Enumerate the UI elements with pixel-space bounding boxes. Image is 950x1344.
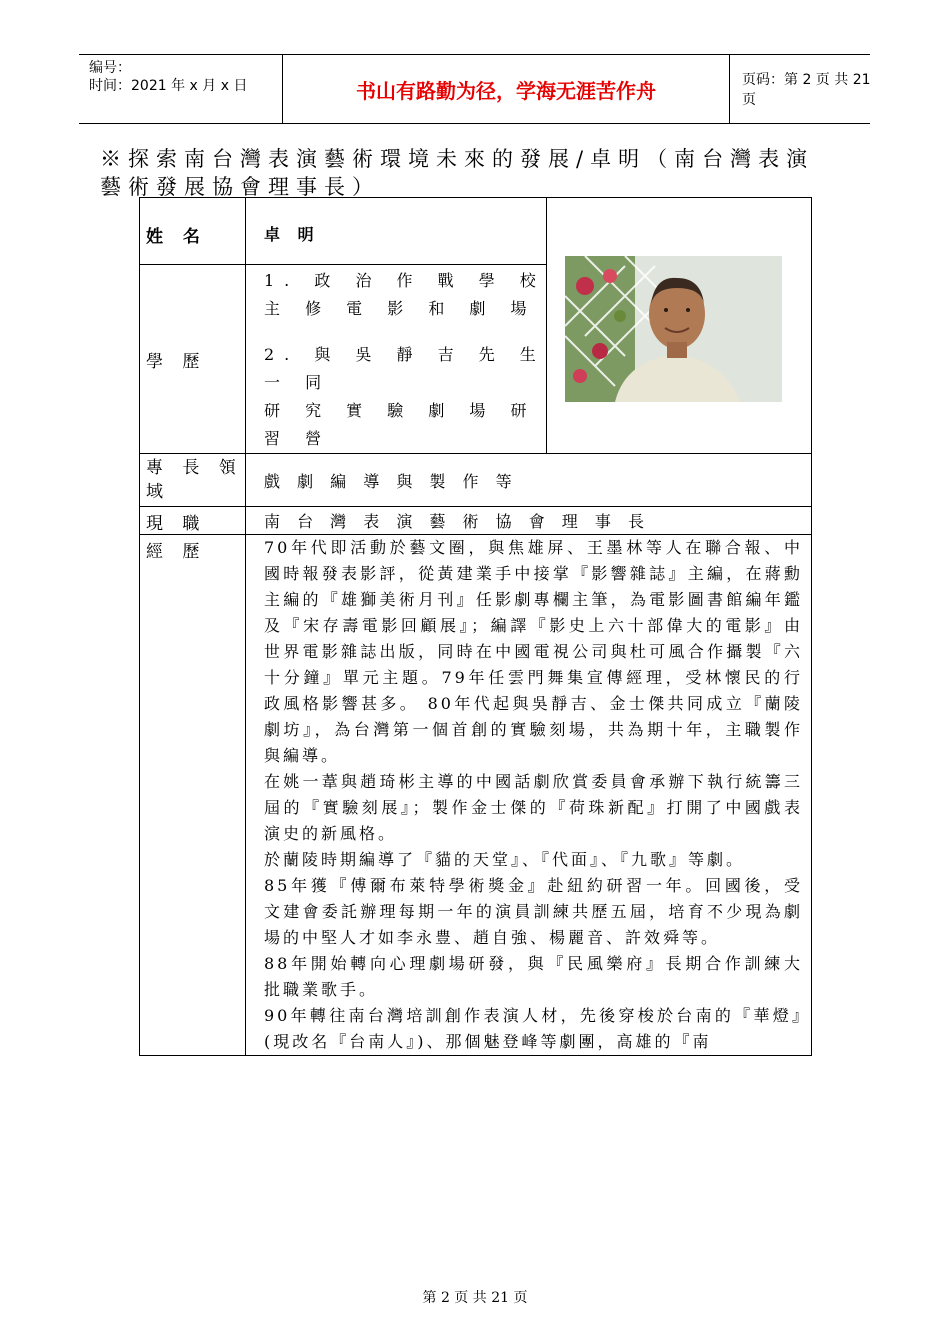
portrait-illustration bbox=[565, 256, 782, 402]
name-label: 姓 名 bbox=[140, 198, 246, 265]
experience-paragraph-3: 於蘭陵時期編導了『貓的天堂』、『代面』、『九歌』等劇。 bbox=[264, 850, 746, 869]
specialty-value: 戲 劇 編 導 與 製 作 等 bbox=[246, 454, 812, 507]
experience-paragraph-6: 90年轉往南台灣培訓創作表演人材，先後穿梭於台南的『華燈』(現改名『台南人』)、那個魅登峰等劇團，高雄的『南 bbox=[264, 1006, 803, 1051]
education-value bbox=[246, 265, 547, 454]
experience-paragraph-2: 在姚一葦與趙琦彬主導的中國話劇欣賞委員會承辦下執行統籌三屆的『實驗刻展』；製作金士傑的『荷珠新配』打開了中國戲表演史的新風格。 bbox=[264, 772, 803, 843]
experience-paragraph-4: 85年獲『傅爾布萊特學術獎金』赴紐約研習一年。回國後，受文建會委託辦理每期一年的演員訓練共歷五屆，培育不少現為劇場的中堅人才如李永豊、趙自強、楊麗音、許效舜等。 bbox=[264, 876, 803, 947]
page-header bbox=[79, 54, 870, 124]
experience-label: 經 歷 bbox=[140, 535, 246, 1056]
profile-table bbox=[139, 197, 812, 1056]
education-label: 學 歷 bbox=[140, 265, 246, 454]
experience-row bbox=[140, 535, 812, 1056]
position-label: 現 職 bbox=[140, 507, 246, 535]
experience-value bbox=[246, 535, 812, 1056]
document-number: 编号： bbox=[89, 60, 131, 76]
education-line-3: 2. 與 吳 靜 吉 先 生 一 同 bbox=[264, 345, 546, 392]
experience-paragraph-5: 88年開始轉向心理劇場研發，與『民風樂府』長期合作訓練大批職業歌手。 bbox=[264, 954, 803, 999]
position-row bbox=[140, 507, 812, 535]
position-value: 南 台 灣 表 演 藝 術 協 會 理 事 長 bbox=[246, 507, 812, 535]
header-motto: 书山有路勤为径，学海无涯苦作舟 bbox=[283, 55, 730, 123]
education-line-4: 研 究 實 驗 劇 場 研 習 營 bbox=[264, 401, 537, 448]
education-line-2: 主 修 電 影 和 劇 場 bbox=[264, 299, 537, 318]
education-line-1: 1. 政 治 作 戰 學 校 bbox=[264, 271, 546, 290]
specialty-row bbox=[140, 454, 812, 507]
header-meta-cell bbox=[79, 55, 283, 123]
header-page-number: 页码：第 2 页 共 21 页 bbox=[742, 72, 871, 108]
document-time: 时间：2021 年 x 月 x 日 bbox=[89, 78, 248, 94]
photo-cell bbox=[547, 198, 812, 454]
name-value: 卓 明 bbox=[246, 198, 547, 265]
article-title: ※探索南台灣表演藝術環境未來的發展/卓明（南台灣表演藝術發展協會理事長） bbox=[100, 147, 815, 199]
experience-paragraph-1: 70年代即活動於藝文圈，與焦雄屏、王墨林等人在聯合報、中國時報發表影評，從黃建業手中接掌『影響雜誌』主編，在蔣勳主編的『雄獅美術月刊』任影劇專欄主筆，為電影圖書館編年鑑及『宋存壽電影回顧展』；編譯『影史上六十部偉大的電影』由世界電影雜誌出版，同時在中國電視公司與杜可風合作攝製『六十分鐘』單元主題。79年任雲門舞集宣傳經理，受林懷民的行政風格影響甚多。 80年代起與吳靜吉、金士傑共同成立『蘭陵劇坊』，為台灣第一個首創的實驗刻場，共為期十年，主職製作與編導。 bbox=[264, 538, 803, 765]
specialty-label: 專 長 領 域 bbox=[140, 454, 246, 507]
name-row bbox=[140, 198, 812, 265]
portrait-photo bbox=[565, 256, 782, 402]
page-footer: 第 2 页 共 21 页 bbox=[422, 1290, 528, 1306]
